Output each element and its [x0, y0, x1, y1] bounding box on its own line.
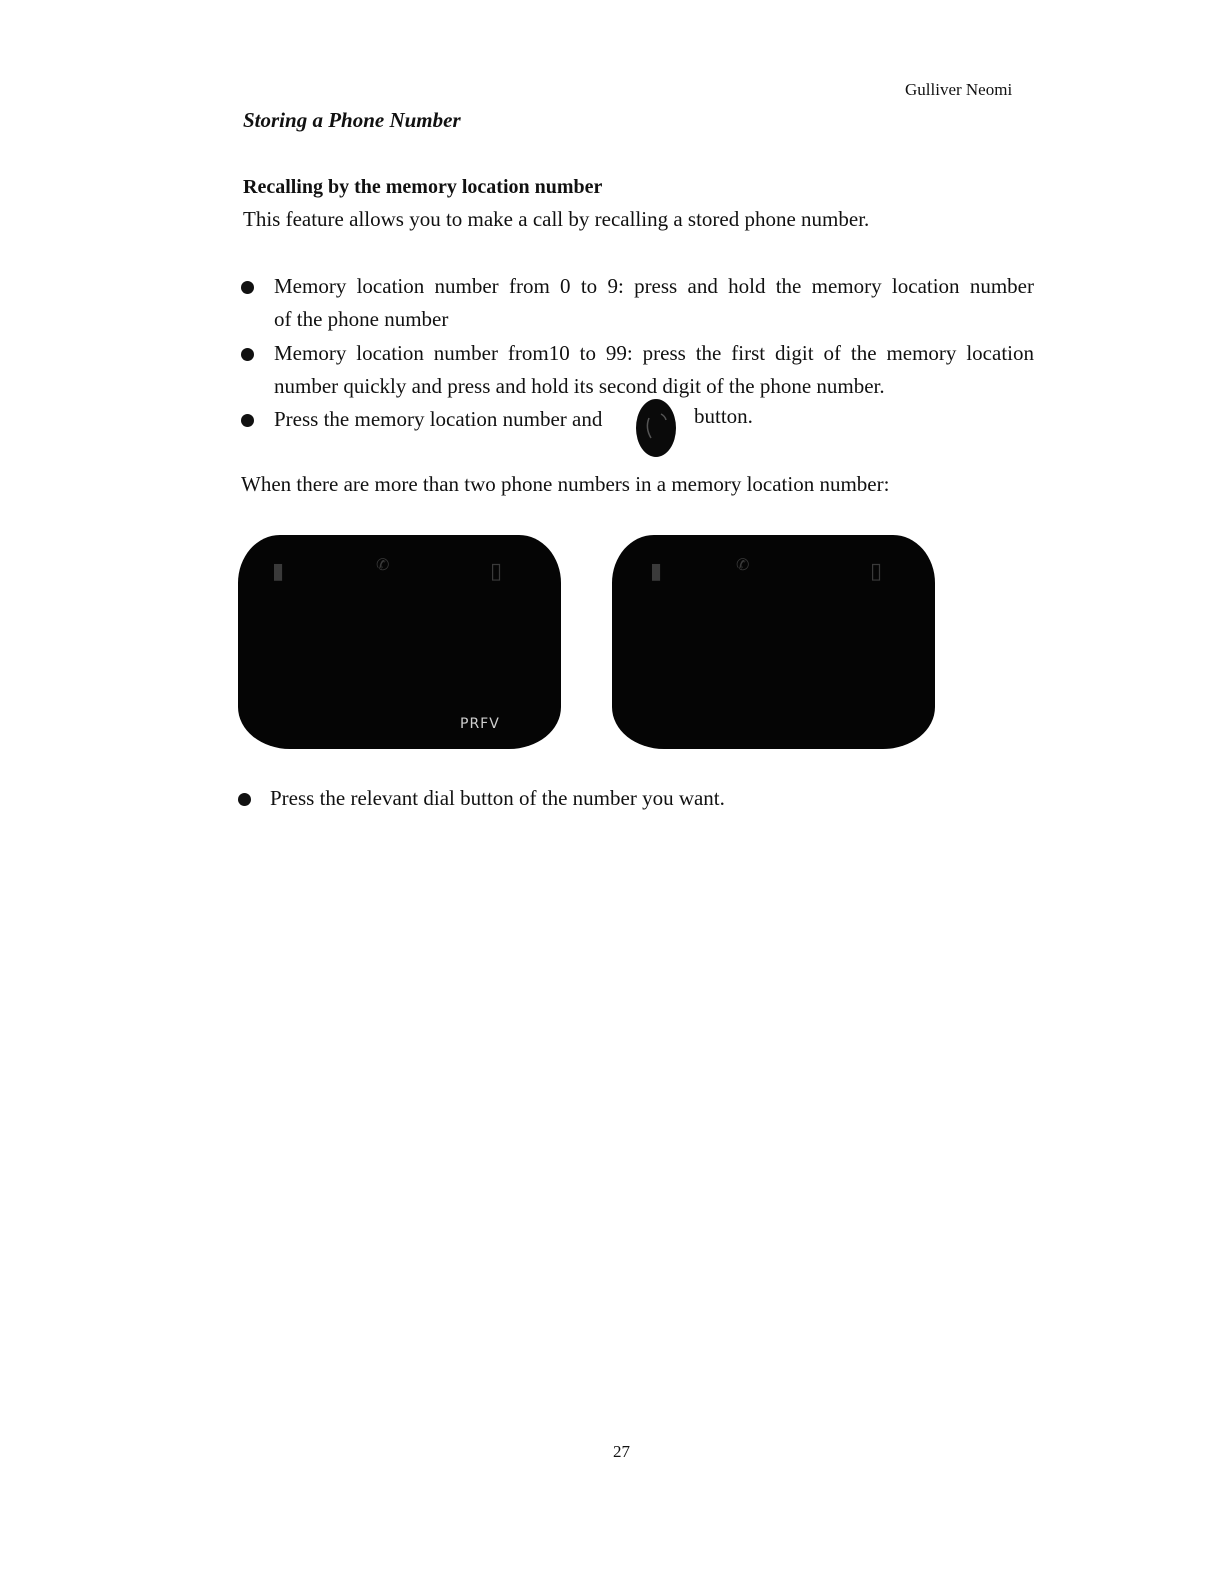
phone-screen-left — [238, 535, 561, 749]
battery-icon: ▯ — [490, 559, 503, 584]
phone-screen-right — [612, 535, 935, 749]
page-number: 27 — [613, 1442, 630, 1461]
bullet-dot — [238, 793, 251, 806]
bullet-1-line-1: Memory location number from 0 to 9: press and hold the memory location number — [274, 274, 1034, 298]
bullet-dot — [241, 348, 254, 361]
bullet-dot — [241, 281, 254, 294]
signal-icon: ▮ — [650, 559, 663, 584]
bullet-item-final — [238, 782, 1038, 815]
section-title: Storing a Phone Number — [243, 108, 461, 132]
bullet-3-after-icon-text: button. — [694, 404, 753, 428]
bullet-1-line-2: of the phone number — [274, 307, 449, 331]
bullet-3-text: Press the memory location number and — [274, 407, 603, 431]
bullet-2-line-2: number quickly and press and hold its second digit of the phone number. — [274, 374, 885, 398]
call-icon: ✆ — [736, 555, 750, 574]
bullet-item-1 — [241, 270, 1041, 336]
bullet-2-line-1: Memory location number from10 to 99: press the first digit of the memory location — [274, 341, 1034, 365]
softkey-label: PRFV — [460, 716, 500, 732]
bullet-dot — [241, 414, 254, 427]
call-button-icon — [635, 398, 677, 458]
final-bullet-text: Press the relevant dial button of the number you want. — [270, 786, 725, 810]
signal-icon: ▮ — [272, 559, 285, 584]
when-text: When there are more than two phone numbers in a memory location number: — [241, 472, 890, 496]
bullet-item-2 — [241, 337, 1041, 403]
call-icon: ✆ — [376, 555, 390, 574]
battery-icon: ▯ — [870, 559, 883, 584]
subheading: Recalling by the memory location number — [243, 176, 603, 198]
intro-text: This feature allows you to make a call by recalling a stored phone number. — [243, 207, 870, 231]
header-author: Gulliver Neomi — [905, 80, 1013, 99]
